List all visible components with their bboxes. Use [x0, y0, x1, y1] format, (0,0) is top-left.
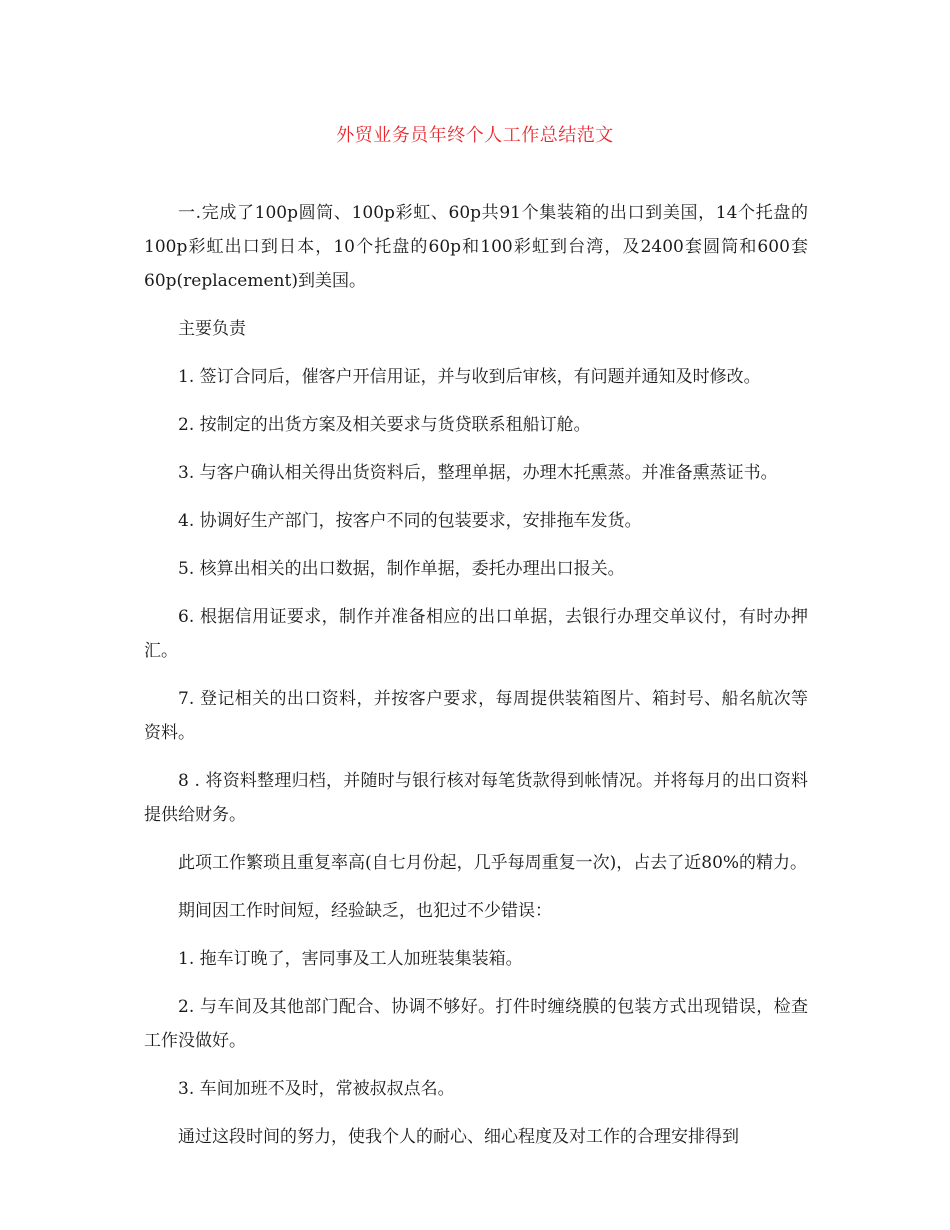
list-item: 4. 协调好生产部门，按客户不同的包装要求，安排拖车发货。	[178, 511, 642, 531]
document-title: 外贸业务员年终个人工作总结范文	[336, 125, 614, 146]
paragraph-heading-responsibilities: 主要负责	[178, 319, 246, 339]
list-item: 3. 车间加班不及时，常被叔叔点名。	[178, 1079, 455, 1099]
list-item: 1. 拖车订晚了，害同事及工人加班装集装箱。	[178, 949, 523, 969]
list-item: 6. 根据信用证要求，制作并准备相应的出口单据，去银行办理交单议付，有时办押汇。	[144, 607, 808, 661]
list-item: 8 . 将资料整理归档，并随时与银行核对每笔货款得到帐情况。并将每月的出口资料提供给财务。	[144, 771, 808, 825]
list-item: 2. 按制定的出货方案及相关要求与货贷联系租船订舱。	[178, 415, 591, 435]
paragraph-conclusion: 通过这段时间的努力，使我个人的耐心、细心程度及对工作的合理安排得到	[178, 1127, 739, 1147]
paragraph-mistakes-intro: 期间因工作时间短，经验缺乏，也犯过不少错误：	[178, 901, 552, 921]
list-item: 1. 签订合同后，催客户开信用证，并与收到后审核，有问题并通知及时修改。	[178, 367, 761, 387]
list-item: 5. 核算出相关的出口数据，制作单据，委托办理出口报关。	[178, 559, 625, 579]
list-item: 2. 与车间及其他部门配合、协调不够好。打件时缠绕膜的包装方式出现错误，检查工作没做好。	[144, 997, 808, 1051]
list-item: 7. 登记相关的出口资料，并按客户要求，每周提供装箱图片、箱封号、船名航次等资料。	[144, 689, 808, 743]
paragraph-workload: 此项工作繁琐且重复率高(自七月份起，几乎每周重复一次)，占去了近80%的精力。	[178, 853, 808, 873]
list-item: 3. 与客户确认相关得出货资料后，整理单据，办理木托熏蒸。并准备熏蒸证书。	[178, 463, 778, 483]
paragraph-summary: 一.完成了100p圆筒、100p彩虹、60p共91个集装箱的出口到美国，14个托盘的100p彩虹出口到日本，10个托盘的60p和100彩虹到台湾，及2400套圆筒和600套60p(replacement)到美国。	[144, 203, 808, 291]
document-body	[144, 196, 808, 1168]
